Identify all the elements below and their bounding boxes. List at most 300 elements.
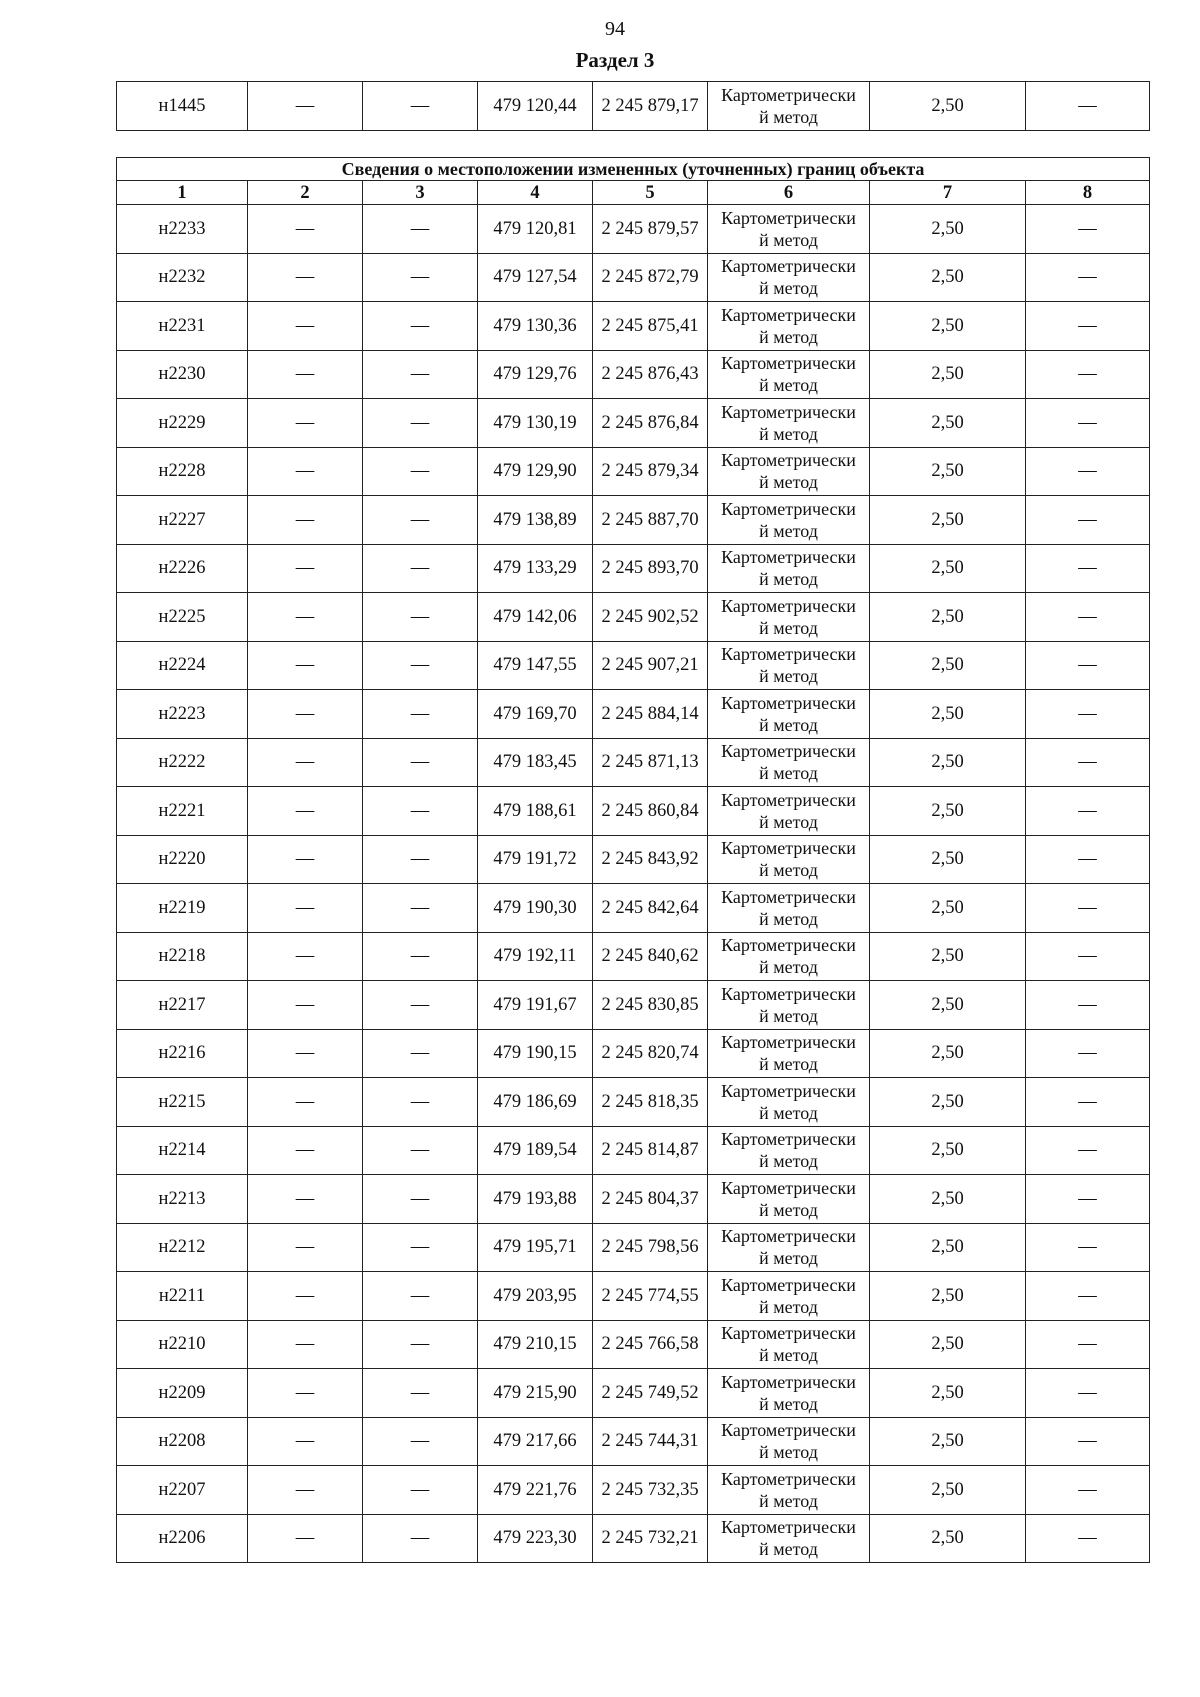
method-line2: й метод <box>759 1054 818 1075</box>
col8-cell: — <box>1026 1369 1150 1418</box>
y-coordinate-cell: 2 245 798,56 <box>593 1223 708 1272</box>
col3-cell: — <box>363 1223 478 1272</box>
y-coordinate-cell: 2 245 893,70 <box>593 544 708 593</box>
point-cell: н2229 <box>117 399 248 448</box>
method-cell <box>708 738 870 787</box>
table-row <box>117 932 1150 981</box>
x-coordinate-cell: 479 142,06 <box>478 593 593 642</box>
method-cell <box>708 835 870 884</box>
method-cell <box>708 1417 870 1466</box>
col3-cell: — <box>363 447 478 496</box>
method-line2: й метод <box>759 229 818 250</box>
table-row <box>117 835 1150 884</box>
x-coordinate-cell: 479 183,45 <box>478 738 593 787</box>
x-coordinate-cell: 479 138,89 <box>478 496 593 545</box>
method-line2: й метод <box>759 1248 818 1269</box>
x-coordinate-cell: 479 189,54 <box>478 1126 593 1175</box>
method-line1: Картометрически <box>721 789 856 810</box>
col2-cell: — <box>248 1029 363 1078</box>
method-line1: Картометрически <box>721 1032 856 1053</box>
table-caption: Сведения о местоположении измененных (уточненных) границ объекта <box>117 158 1150 181</box>
x-coordinate-cell: 479 120,81 <box>478 205 593 254</box>
col2-cell: — <box>248 1369 363 1418</box>
method-line1: Картометрически <box>721 304 856 325</box>
col2-cell: — <box>248 884 363 933</box>
col3-cell: — <box>363 205 478 254</box>
point-cell: н2209 <box>117 1369 248 1418</box>
accuracy-cell: 2,50 <box>870 981 1026 1030</box>
column-number: 4 <box>478 181 593 205</box>
x-coordinate-cell: 479 147,55 <box>478 641 593 690</box>
method-line1: Картометрически <box>721 595 856 616</box>
table-row <box>117 787 1150 836</box>
table-row <box>117 1029 1150 1078</box>
method-line2: й метод <box>759 666 818 687</box>
method-line2: й метод <box>759 860 818 881</box>
accuracy-cell: 2,50 <box>870 738 1026 787</box>
col2-cell: — <box>248 835 363 884</box>
x-coordinate-cell: 479 193,88 <box>478 1175 593 1224</box>
accuracy-cell: 2,50 <box>870 496 1026 545</box>
method-cell <box>708 1223 870 1272</box>
accuracy-cell: 2,50 <box>870 1466 1026 1515</box>
method-line1: Картометрически <box>721 1323 856 1344</box>
method-cell <box>708 932 870 981</box>
col8-cell: — <box>1026 496 1150 545</box>
y-coordinate-cell: 2 245 843,92 <box>593 835 708 884</box>
point-cell: н2220 <box>117 835 248 884</box>
method-cell <box>708 641 870 690</box>
col8-cell: — <box>1026 884 1150 933</box>
y-coordinate-cell: 2 245 876,43 <box>593 350 708 399</box>
col3-cell: — <box>363 932 478 981</box>
method-line2: й метод <box>759 1393 818 1414</box>
col8-cell: — <box>1026 593 1150 642</box>
col2-cell: — <box>248 302 363 351</box>
method-line1: Картометрически <box>721 886 856 907</box>
method-cell <box>708 690 870 739</box>
column-number: 6 <box>708 181 870 205</box>
method-line1: Картометрически <box>721 983 856 1004</box>
table-row <box>117 350 1150 399</box>
method-cell <box>708 544 870 593</box>
col3-cell: — <box>363 1126 478 1175</box>
accuracy-cell: 2,50 <box>870 82 1026 131</box>
col3-cell: — <box>363 1417 478 1466</box>
col8-cell: — <box>1026 350 1150 399</box>
accuracy-cell: 2,50 <box>870 1223 1026 1272</box>
point-cell: н2228 <box>117 447 248 496</box>
col2-cell: — <box>248 787 363 836</box>
point-cell: н2208 <box>117 1417 248 1466</box>
point-cell: н2210 <box>117 1320 248 1369</box>
col2-cell: — <box>248 1223 363 1272</box>
y-coordinate-cell: 2 245 887,70 <box>593 496 708 545</box>
point-cell: н2212 <box>117 1223 248 1272</box>
method-cell <box>708 787 870 836</box>
x-coordinate-cell: 479 169,70 <box>478 690 593 739</box>
method-line2: й метод <box>759 1102 818 1123</box>
col2-cell: — <box>248 932 363 981</box>
page-number: 94 <box>605 18 625 40</box>
col8-cell: — <box>1026 690 1150 739</box>
col3-cell: — <box>363 1078 478 1127</box>
accuracy-cell: 2,50 <box>870 884 1026 933</box>
x-coordinate-cell: 479 191,67 <box>478 981 593 1030</box>
method-line2: й метод <box>759 1151 818 1172</box>
x-coordinate-cell: 479 192,11 <box>478 932 593 981</box>
accuracy-cell: 2,50 <box>870 1175 1026 1224</box>
y-coordinate-cell: 2 245 875,41 <box>593 302 708 351</box>
method-line1: Картометрически <box>721 1177 856 1198</box>
method-line2: й метод <box>759 375 818 396</box>
method-cell <box>708 1175 870 1224</box>
table-row <box>117 1223 1150 1272</box>
col3-cell: — <box>363 1466 478 1515</box>
method-cell <box>708 593 870 642</box>
col3-cell: — <box>363 302 478 351</box>
col2-cell: — <box>248 496 363 545</box>
method-line1: Картометрически <box>721 1468 856 1489</box>
accuracy-cell: 2,50 <box>870 1369 1026 1418</box>
y-coordinate-cell: 2 245 884,14 <box>593 690 708 739</box>
table-row <box>117 1466 1150 1515</box>
method-line2: й метод <box>759 569 818 590</box>
method-line1: Картометрически <box>721 207 856 228</box>
col2-cell: — <box>248 1417 363 1466</box>
col3-cell: — <box>363 253 478 302</box>
y-coordinate-cell: 2 245 732,35 <box>593 1466 708 1515</box>
method-line2: й метод <box>759 763 818 784</box>
point-cell: н2226 <box>117 544 248 593</box>
col2-cell: — <box>248 205 363 254</box>
col8-cell: — <box>1026 205 1150 254</box>
table-row <box>117 1272 1150 1321</box>
table-row <box>117 1514 1150 1563</box>
method-cell <box>708 253 870 302</box>
col8-cell: — <box>1026 544 1150 593</box>
y-coordinate-cell: 2 245 818,35 <box>593 1078 708 1127</box>
accuracy-cell: 2,50 <box>870 1126 1026 1175</box>
point-cell: н2222 <box>117 738 248 787</box>
table-row <box>117 544 1150 593</box>
method-cell <box>708 205 870 254</box>
col3-cell: — <box>363 1029 478 1078</box>
method-cell <box>708 496 870 545</box>
accuracy-cell: 2,50 <box>870 690 1026 739</box>
x-coordinate-cell: 479 133,29 <box>478 544 593 593</box>
y-coordinate-cell: 2 245 872,79 <box>593 253 708 302</box>
table-row <box>117 82 1150 131</box>
method-line2: й метод <box>759 957 818 978</box>
column-number: 3 <box>363 181 478 205</box>
x-coordinate-cell: 479 190,30 <box>478 884 593 933</box>
table-row <box>117 302 1150 351</box>
col8-cell: — <box>1026 253 1150 302</box>
table-row <box>117 1078 1150 1127</box>
table-row <box>117 253 1150 302</box>
point-cell: н2223 <box>117 690 248 739</box>
continuation-table <box>116 81 1150 131</box>
point-cell: н2231 <box>117 302 248 351</box>
col3-cell: — <box>363 981 478 1030</box>
accuracy-cell: 2,50 <box>870 593 1026 642</box>
col8-cell: — <box>1026 1417 1150 1466</box>
col8-cell: — <box>1026 447 1150 496</box>
method-line2: й метод <box>759 472 818 493</box>
column-number-row <box>117 181 1150 205</box>
table-row <box>117 1417 1150 1466</box>
col2-cell: — <box>248 641 363 690</box>
col3-cell: — <box>363 641 478 690</box>
accuracy-cell: 2,50 <box>870 932 1026 981</box>
column-number: 7 <box>870 181 1026 205</box>
accuracy-cell: 2,50 <box>870 350 1026 399</box>
accuracy-cell: 2,50 <box>870 1417 1026 1466</box>
method-line1: Картометрически <box>721 256 856 277</box>
point-cell: н2207 <box>117 1466 248 1515</box>
accuracy-cell: 2,50 <box>870 205 1026 254</box>
point-cell: н2232 <box>117 253 248 302</box>
method-cell <box>708 1514 870 1563</box>
method-line2: й метод <box>759 1199 818 1220</box>
method-line2: й метод <box>759 1442 818 1463</box>
col3-cell: — <box>363 690 478 739</box>
col8-cell: — <box>1026 1514 1150 1563</box>
col8-cell: — <box>1026 738 1150 787</box>
table-row <box>117 641 1150 690</box>
y-coordinate-cell: 2 245 766,58 <box>593 1320 708 1369</box>
table-row <box>117 399 1150 448</box>
accuracy-cell: 2,50 <box>870 787 1026 836</box>
method-line2: й метод <box>759 617 818 638</box>
col8-cell: — <box>1026 1272 1150 1321</box>
point-cell: н1445 <box>117 82 248 131</box>
method-line2: й метод <box>759 1539 818 1560</box>
method-line2: й метод <box>759 908 818 929</box>
y-coordinate-cell: 2 245 830,85 <box>593 981 708 1030</box>
method-line1: Картометрически <box>721 353 856 374</box>
accuracy-cell: 2,50 <box>870 641 1026 690</box>
method-cell <box>708 447 870 496</box>
col2-cell: — <box>248 1078 363 1127</box>
accuracy-cell: 2,50 <box>870 1078 1026 1127</box>
accuracy-cell: 2,50 <box>870 1272 1026 1321</box>
table-row <box>117 1369 1150 1418</box>
col2-cell: — <box>248 253 363 302</box>
method-line2: й метод <box>759 1345 818 1366</box>
y-coordinate-cell: 2 245 749,52 <box>593 1369 708 1418</box>
method-line2: й метод <box>759 423 818 444</box>
col8-cell: — <box>1026 82 1150 131</box>
point-cell: н2215 <box>117 1078 248 1127</box>
method-line1: Картометрически <box>721 84 856 105</box>
table-row <box>117 738 1150 787</box>
col3-cell: — <box>363 399 478 448</box>
col2-cell: — <box>248 399 363 448</box>
y-coordinate-cell: 2 245 879,57 <box>593 205 708 254</box>
y-coordinate-cell: 2 245 814,87 <box>593 1126 708 1175</box>
accuracy-cell: 2,50 <box>870 835 1026 884</box>
method-line2: й метод <box>759 106 818 127</box>
method-line1: Картометрически <box>721 1226 856 1247</box>
method-line2: й метод <box>759 1490 818 1511</box>
method-cell <box>708 350 870 399</box>
method-line1: Картометрически <box>721 1420 856 1441</box>
col2-cell: — <box>248 82 363 131</box>
method-line1: Картометрически <box>721 644 856 665</box>
column-number: 5 <box>593 181 708 205</box>
method-cell <box>708 399 870 448</box>
col8-cell: — <box>1026 932 1150 981</box>
column-number: 1 <box>117 181 248 205</box>
y-coordinate-cell: 2 245 744,31 <box>593 1417 708 1466</box>
x-coordinate-cell: 479 130,36 <box>478 302 593 351</box>
point-cell: н2217 <box>117 981 248 1030</box>
point-cell: н2225 <box>117 593 248 642</box>
point-cell: н2221 <box>117 787 248 836</box>
y-coordinate-cell: 2 245 840,62 <box>593 932 708 981</box>
accuracy-cell: 2,50 <box>870 1320 1026 1369</box>
method-cell <box>708 981 870 1030</box>
x-coordinate-cell: 479 191,72 <box>478 835 593 884</box>
table-row <box>117 884 1150 933</box>
y-coordinate-cell: 2 245 804,37 <box>593 1175 708 1224</box>
col8-cell: — <box>1026 835 1150 884</box>
x-coordinate-cell: 479 190,15 <box>478 1029 593 1078</box>
col2-cell: — <box>248 1272 363 1321</box>
accuracy-cell: 2,50 <box>870 1514 1026 1563</box>
col3-cell: — <box>363 593 478 642</box>
col2-cell: — <box>248 593 363 642</box>
y-coordinate-cell: 2 245 820,74 <box>593 1029 708 1078</box>
method-cell <box>708 1369 870 1418</box>
x-coordinate-cell: 479 215,90 <box>478 1369 593 1418</box>
table-row <box>117 496 1150 545</box>
col8-cell: — <box>1026 1466 1150 1515</box>
x-coordinate-cell: 479 195,71 <box>478 1223 593 1272</box>
column-number: 2 <box>248 181 363 205</box>
x-coordinate-cell: 479 210,15 <box>478 1320 593 1369</box>
y-coordinate-cell: 2 245 902,52 <box>593 593 708 642</box>
col2-cell: — <box>248 350 363 399</box>
x-coordinate-cell: 479 221,76 <box>478 1466 593 1515</box>
col8-cell: — <box>1026 1223 1150 1272</box>
y-coordinate-cell: 2 245 879,17 <box>593 82 708 131</box>
accuracy-cell: 2,50 <box>870 447 1026 496</box>
col3-cell: — <box>363 787 478 836</box>
point-cell: н2211 <box>117 1272 248 1321</box>
accuracy-cell: 2,50 <box>870 544 1026 593</box>
col2-cell: — <box>248 981 363 1030</box>
method-line2: й метод <box>759 1296 818 1317</box>
method-cell <box>708 1466 870 1515</box>
table-row <box>117 1126 1150 1175</box>
col8-cell: — <box>1026 1029 1150 1078</box>
col3-cell: — <box>363 835 478 884</box>
col8-cell: — <box>1026 1078 1150 1127</box>
col3-cell: — <box>363 738 478 787</box>
col8-cell: — <box>1026 981 1150 1030</box>
method-line2: й метод <box>759 326 818 347</box>
method-line1: Картометрически <box>721 1129 856 1150</box>
col3-cell: — <box>363 350 478 399</box>
table-row <box>117 1175 1150 1224</box>
method-line2: й метод <box>759 520 818 541</box>
point-cell: н2214 <box>117 1126 248 1175</box>
point-cell: н2230 <box>117 350 248 399</box>
method-cell <box>708 1320 870 1369</box>
col8-cell: — <box>1026 641 1150 690</box>
col8-cell: — <box>1026 787 1150 836</box>
method-line1: Картометрически <box>721 741 856 762</box>
col8-cell: — <box>1026 302 1150 351</box>
method-line1: Картометрически <box>721 838 856 859</box>
point-cell: н2224 <box>117 641 248 690</box>
method-cell <box>708 302 870 351</box>
y-coordinate-cell: 2 245 907,21 <box>593 641 708 690</box>
x-coordinate-cell: 479 127,54 <box>478 253 593 302</box>
col3-cell: — <box>363 1369 478 1418</box>
table-row <box>117 447 1150 496</box>
method-cell <box>708 1272 870 1321</box>
method-line2: й метод <box>759 1005 818 1026</box>
accuracy-cell: 2,50 <box>870 253 1026 302</box>
method-line1: Картометрически <box>721 692 856 713</box>
x-coordinate-cell: 479 129,76 <box>478 350 593 399</box>
col2-cell: — <box>248 1514 363 1563</box>
col2-cell: — <box>248 447 363 496</box>
col3-cell: — <box>363 544 478 593</box>
method-cell <box>708 1078 870 1127</box>
x-coordinate-cell: 479 130,19 <box>478 399 593 448</box>
col3-cell: — <box>363 496 478 545</box>
accuracy-cell: 2,50 <box>870 302 1026 351</box>
method-line1: Картометрически <box>721 547 856 568</box>
point-cell: н2227 <box>117 496 248 545</box>
y-coordinate-cell: 2 245 876,84 <box>593 399 708 448</box>
table-row <box>117 593 1150 642</box>
col3-cell: — <box>363 1272 478 1321</box>
method-cell <box>708 82 870 131</box>
y-coordinate-cell: 2 245 879,34 <box>593 447 708 496</box>
point-cell: н2213 <box>117 1175 248 1224</box>
col2-cell: — <box>248 1466 363 1515</box>
method-line1: Картометрически <box>721 450 856 471</box>
method-line1: Картометрически <box>721 498 856 519</box>
method-line1: Картометрически <box>721 401 856 422</box>
point-cell: н2219 <box>117 884 248 933</box>
y-coordinate-cell: 2 245 871,13 <box>593 738 708 787</box>
col2-cell: — <box>248 1320 363 1369</box>
col3-cell: — <box>363 1175 478 1224</box>
y-coordinate-cell: 2 245 860,84 <box>593 787 708 836</box>
x-coordinate-cell: 479 186,69 <box>478 1078 593 1127</box>
x-coordinate-cell: 479 129,90 <box>478 447 593 496</box>
accuracy-cell: 2,50 <box>870 399 1026 448</box>
method-line1: Картометрически <box>721 935 856 956</box>
col8-cell: — <box>1026 399 1150 448</box>
point-cell: н2233 <box>117 205 248 254</box>
point-cell: н2216 <box>117 1029 248 1078</box>
table-row <box>117 205 1150 254</box>
method-line2: й метод <box>759 811 818 832</box>
x-coordinate-cell: 479 217,66 <box>478 1417 593 1466</box>
method-line2: й метод <box>759 714 818 735</box>
col2-cell: — <box>248 1126 363 1175</box>
col8-cell: — <box>1026 1320 1150 1369</box>
col3-cell: — <box>363 1320 478 1369</box>
